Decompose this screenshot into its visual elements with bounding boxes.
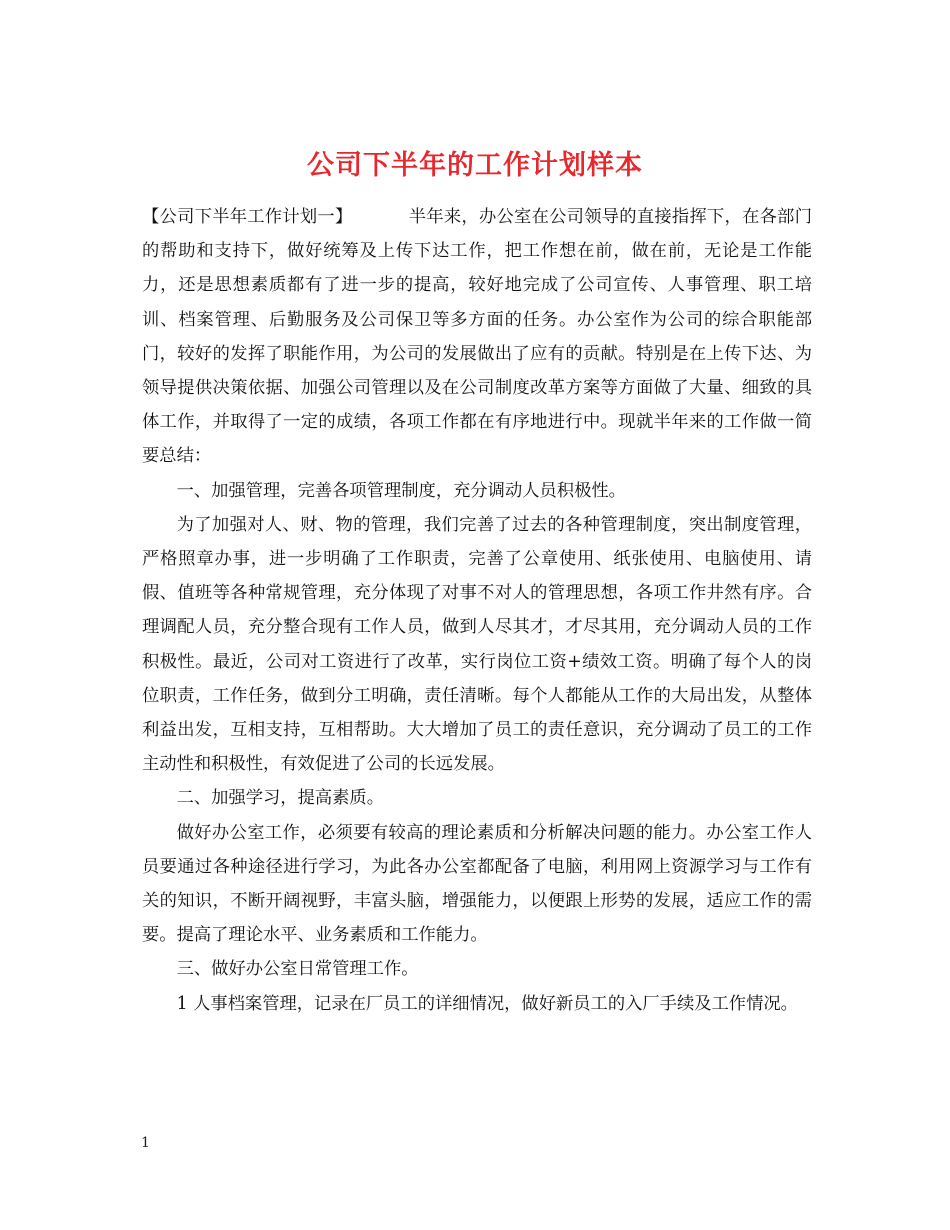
page-number: 1 [141, 1135, 150, 1151]
paragraph-management: 为了加强对人、财、物的管理，我们完善了过去的各种管理制度，突出制度管理，严格照章办事，进一步明确了工作职责，完善了公章使用、纸张使用、电脑使用、请假、值班等各种常规管理，充分体现了对事不对人的管理思想，各项工作井然有序。合理调配人员，充分整合现有工作人员，做到人尽其才，才尽其用，充分调动人员的工作积极性。最近，公司对工资进行了改革，实行岗位工资+绩效工资。明确了每个人的岗位职责，工作任务，做到分工明确，责任清晰。每个人都能从工作的大局出发，从整体利益出发，互相支持，互相帮助。大大增加了员工的责任意识，充分调动了员工的工作主动性和积极性，有效促进了公司的长远发展。 [142, 514, 812, 775]
paragraph-study: 做好办公室工作，必须要有较高的理论素质和分析解决问题的能力。办公室工作人员要通过各种途径进行学习，为此各办公室都配备了电脑，利用网上资源学习与工作有关的知识，不断开阔视野，丰富头脑，增强能力，以便跟上形势的发展，适应工作的需要。提高了理论水平、业务素质和工作能力。 [142, 822, 812, 946]
section-heading-1: 一、加强管理，完善各项管理制度，充分调动人员积极性。 [176, 480, 626, 501]
document-title: 公司下半年的工作计划样本 [307, 150, 643, 182]
intro-paragraph [142, 200, 812, 474]
document-body [142, 200, 812, 1021]
section-heading-3: 三、做好办公室日常管理工作。 [176, 959, 419, 980]
section-heading-2: 二、加强学习，提高素质。 [176, 788, 384, 809]
paragraph-hr-archive: 1 人事档案管理，记录在厂员工的详细情况，做好新员工的入厂手续及工作情况。 [176, 993, 798, 1014]
paragraph-text: 半年来，办公室在公司领导的直接指挥下，在各部门的帮助和支持下，做好统筹及上传下达工作，把工作想在前，做在前，无论是工作能力，还是思想素质都有了进一步的提高，较好地完成了公司宣传、人事管理、职工培训、档案管理、后勤服务及公司保卫等多方面的任务。办公室作为公司的综合职能部门，较好的发挥了职能作用，为公司的发展做出了应有的贡献。特别是在上传下达、为领导提供决策依据、加强公司管理以及在公司制度改革方案等方面做了大量、细致的具体工作，并取得了一定的成绩，各项工作都在有序地进行中。现就半年来的工作做一简要总结： [142, 207, 812, 467]
intro-label: 【公司下半年工作计划一】 [142, 207, 353, 227]
